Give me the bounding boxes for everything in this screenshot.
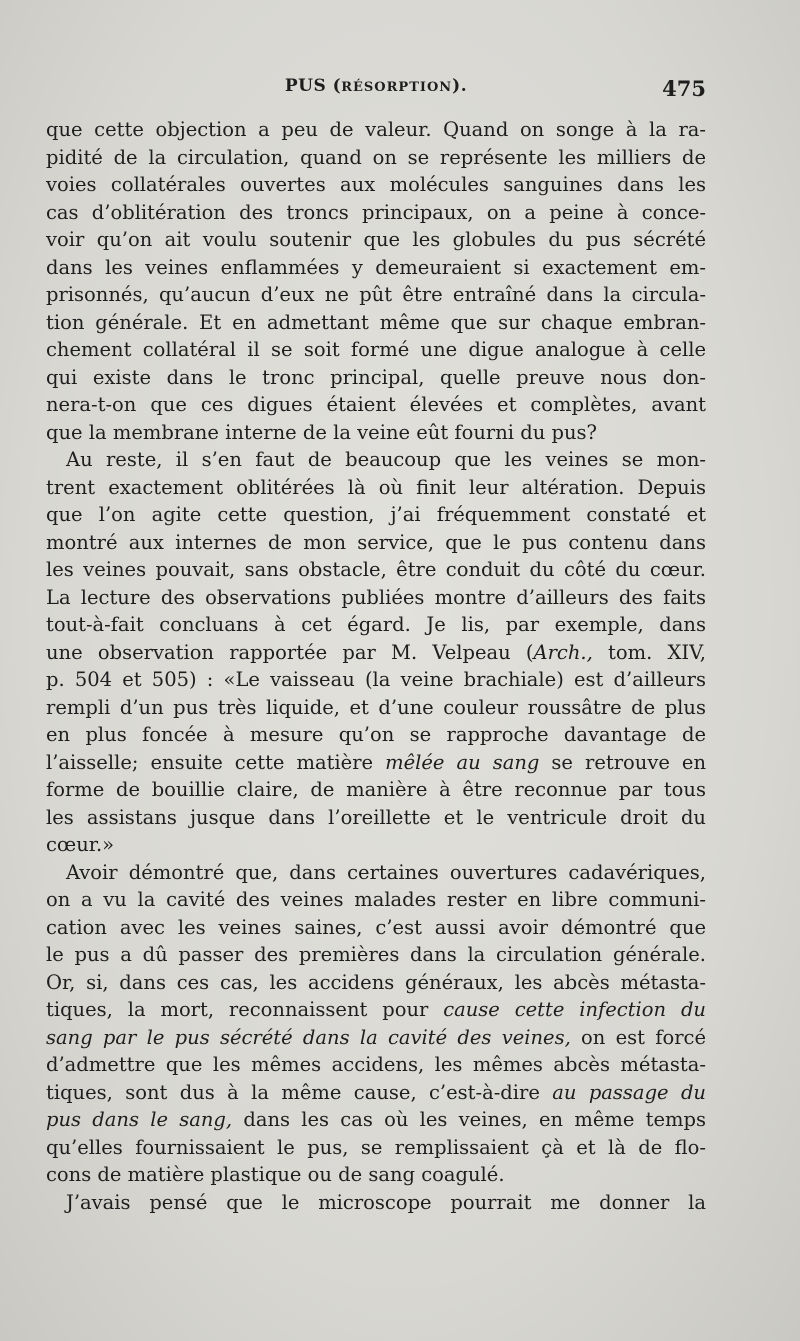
text-line: l’aisselle; ensuite cette matière mêlée au sang se retrouve en xyxy=(46,750,707,774)
text-line: que l’on agite cette question, j’ai fréquemment constaté et xyxy=(46,503,706,526)
text-line: voies collatérales ouvertes aux molécules sanguines dans les xyxy=(46,173,706,196)
text-line: J’avais pensé que le microscope pourrait me donner la xyxy=(66,1190,706,1214)
text-line: cation avec les veines saines, c’est aussi avoir démontré que xyxy=(46,915,706,939)
text-line: pidité de la circulation, quand on se représente les milliers de xyxy=(46,145,706,169)
text-line: le pus a dû passer des premières dans la circulation générale. xyxy=(46,943,706,966)
text-line: que cette objection a peu de valeur. Quand on songe à la ra- xyxy=(46,118,706,141)
text-line: tiques, sont dus à la même cause, c’est-à-dire au passage du xyxy=(46,1080,706,1104)
text-line: cons de matière plastique ou de sang coagulé. xyxy=(46,1163,505,1186)
text-line: qu’elles fournissaient le pus, se remplissaient çà et là de flo- xyxy=(46,1135,706,1159)
text-line: une observation rapportée par M. Velpeau (Arch., tom. XIV, xyxy=(46,640,706,664)
text-line: voir qu’on ait voulu soutenir que les globules du pus sécrété xyxy=(46,228,706,251)
text-line: chement collatéral il se soit formé une digue analogue à celle xyxy=(46,338,706,361)
text-line: tiques, la mort, reconnaissent pour cause cette infection du xyxy=(46,998,706,1021)
text-line: Or, si, dans ces cas, les accidens généraux, les abcès métasta- xyxy=(46,970,706,994)
running-head xyxy=(46,76,706,106)
text-line: en plus foncée à mesure qu’on se rapproche davantage de xyxy=(46,723,706,746)
text-line: montré aux internes de mon service, que le pus contenu dans xyxy=(46,530,706,554)
text-line: Au reste, il s’en faut de beaucoup que les veines se mon- xyxy=(66,448,706,471)
text-line: prisonnés, qu’aucun d’eux ne pût être entraîné dans la circula- xyxy=(46,283,706,306)
text-line: trent exactement oblitérées là où finit leur altération. Depuis xyxy=(46,475,706,499)
body-text xyxy=(46,116,706,1216)
text-line: cas d’oblitération des troncs principaux, on a peine à conce- xyxy=(46,200,706,224)
running-head-title: PUS (RÉSORPTION). xyxy=(284,76,468,96)
text-line: on a vu la cavité des veines malades rester en libre communi- xyxy=(46,888,706,911)
text-line: qui existe dans le tronc principal, quelle preuve nous don- xyxy=(46,365,706,389)
text-line: que la membrane interne de la veine eût fourni du pus? xyxy=(46,420,597,444)
text-line: les veines pouvait, sans obstacle, être conduit du côté du cœur. xyxy=(46,558,706,581)
text-line: tion générale. Et en admettant même que sur chaque embran- xyxy=(46,310,706,334)
text-line: cœur.» xyxy=(46,833,115,856)
text-line: pus dans le sang, dans les cas où les veines, en même temps xyxy=(46,1108,707,1131)
text-line: dans les veines enflammées y demeuraient si exactement em- xyxy=(46,255,706,279)
text-line: forme de bouillie claire, de manière à être reconnue par tous xyxy=(46,778,706,801)
text-line: Avoir démontré que, dans certaines ouvertures cadavériques, xyxy=(66,860,706,884)
text-line: p. 504 et 505) : «Le vaisseau (la veine brachiale) est d’ailleurs xyxy=(46,668,706,691)
text-line: tout-à-fait concluans à cet égard. Je lis, par exemple, dans xyxy=(46,613,706,636)
text-line: les assistans jusque dans l’oreillette et le ventricule droit du xyxy=(46,805,706,829)
text-line: La lecture des observations publiées montre d’ailleurs des faits xyxy=(46,585,706,609)
text-line: sang par le pus sécrété dans la cavité des veines, on est forcé xyxy=(46,1025,706,1049)
page-number: 475 xyxy=(662,76,706,101)
text-line: rempli d’un pus très liquide, et d’une couleur roussâtre de plus xyxy=(46,695,706,719)
text-line: nera-t-on que ces digues étaient élevées et complètes, avant xyxy=(46,393,706,416)
text-line: d’admettre que les mêmes accidens, les mêmes abcès métasta- xyxy=(46,1053,706,1076)
